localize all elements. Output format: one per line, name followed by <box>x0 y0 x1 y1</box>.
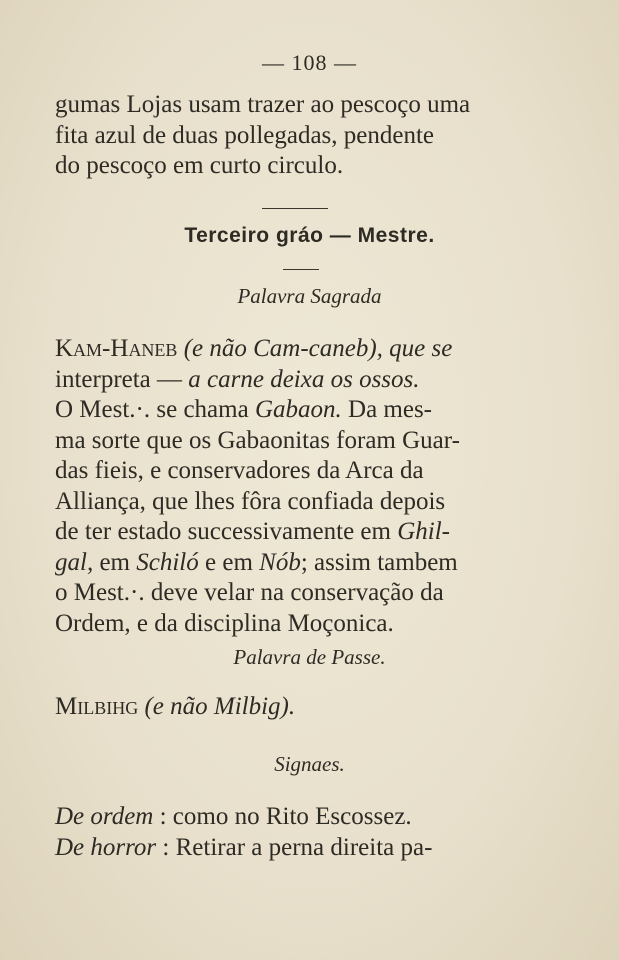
text-line: das fieis, e conservadores da Arca da <box>55 457 424 484</box>
text-line <box>55 365 550 396</box>
subsection-divider <box>283 269 319 270</box>
paragraph-intro <box>55 90 550 182</box>
text-line: gumas Lojas usam trazer ao pescoço uma <box>55 91 471 118</box>
text-line: ma sorte que os Gabaonitas foram Guar- <box>55 426 460 454</box>
paragraph-sacred-word <box>55 334 550 639</box>
paragraph-signs <box>55 802 550 863</box>
sacred-word: Kam-Haneb <box>55 335 178 362</box>
text-line: Alliança, que lhes fôra confiada depois <box>55 487 446 515</box>
text-italic: gal, <box>55 548 94 576</box>
sign-label: De ordem <box>55 803 154 830</box>
text-line <box>55 802 550 833</box>
text-line: Ordem, e da disciplina Moçonica. <box>55 609 394 637</box>
text-italic: Ghil- <box>397 518 451 545</box>
text-line: o Mest.·. deve velar na conservação da <box>55 579 444 606</box>
text-segment: em <box>93 548 137 576</box>
text-line <box>55 833 550 864</box>
signs-title: Signaes. <box>274 752 345 776</box>
text-line <box>55 517 550 548</box>
text-segment: e em <box>198 548 260 576</box>
sacred-word-title: Palavra Sagrada <box>237 284 382 308</box>
pass-word-title: Palavra de Passe. <box>233 645 386 669</box>
text-italic: a carne deixa os ossos. <box>188 365 420 393</box>
paragraph-pass-word <box>55 692 550 723</box>
pass-word: Milbihg <box>55 693 139 720</box>
text-line <box>55 548 550 579</box>
sacred-word-note: (e não Cam-caneb), que se <box>177 335 453 362</box>
text-italic: Nób <box>259 548 301 576</box>
text-line <box>55 395 550 426</box>
text-segment: O Mest.·. se chama <box>55 396 255 423</box>
section-divider <box>262 208 328 209</box>
sign-label: De horror <box>55 833 157 861</box>
text-line: fita azul de duas pollegadas, pendente <box>55 121 435 149</box>
text-segment: de ter estado successivamente em <box>55 518 398 545</box>
text-line: do pescoço em curto circulo. <box>55 152 344 179</box>
pass-word-note: (e não Milbig). <box>138 693 296 720</box>
text-segment: Da mes- <box>341 396 433 423</box>
page-number: — 108 — <box>262 50 357 75</box>
text-line <box>55 334 550 365</box>
sign-description: : como no Rito Escossez. <box>153 803 412 830</box>
text-line <box>55 692 550 723</box>
section-heading: Terceiro gráo — Mestre. <box>184 224 435 247</box>
text-italic: Schiló <box>136 548 199 576</box>
text-italic: Gabaon. <box>254 396 342 423</box>
text-segment: interpreta — <box>55 365 189 393</box>
text-segment: ; assim tambem <box>300 548 458 576</box>
sign-description: : Retirar a perna direita pa- <box>156 833 433 861</box>
